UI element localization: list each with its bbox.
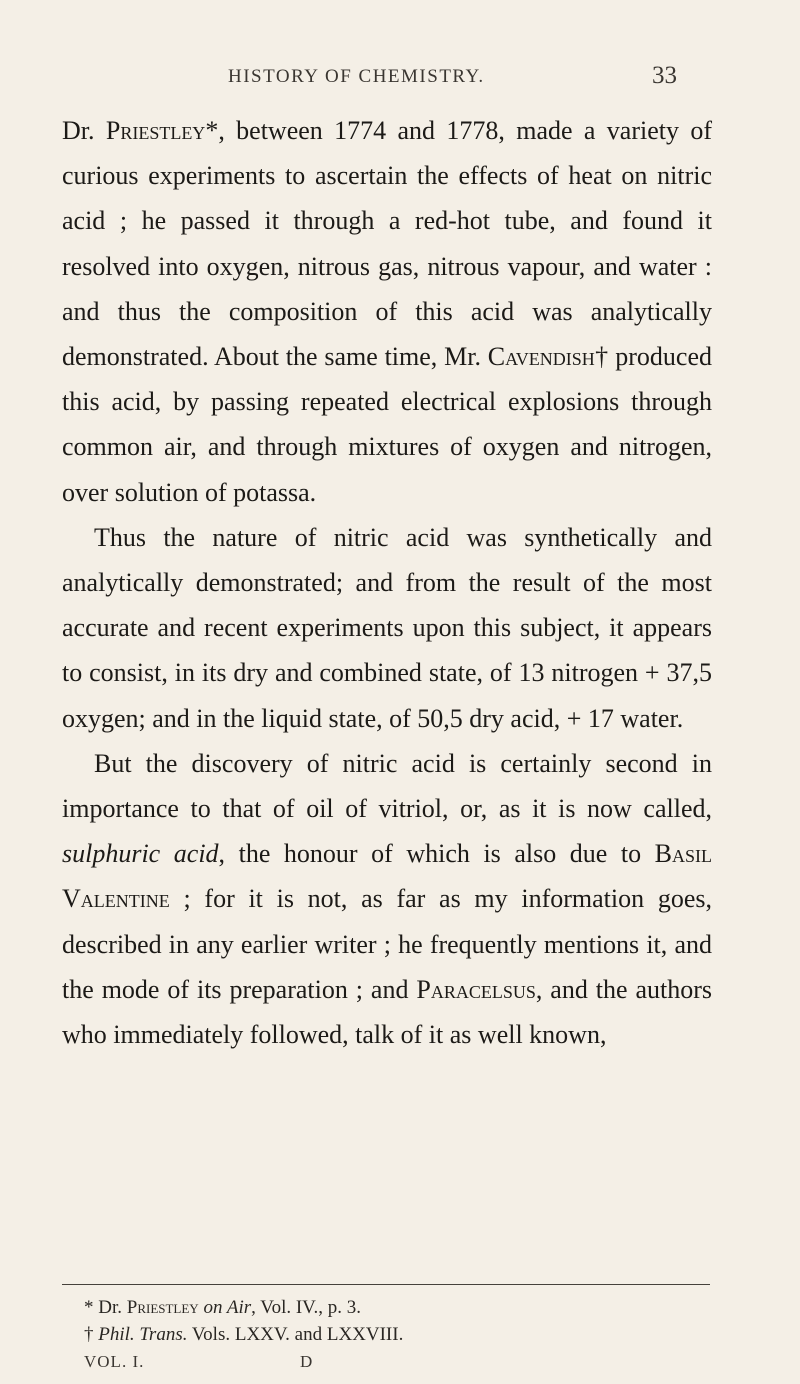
name-priestley: Priestley bbox=[105, 116, 206, 145]
page-number: 33 bbox=[652, 62, 677, 89]
fn2-text-a: † bbox=[84, 1324, 99, 1345]
running-title: HISTORY OF CHEMISTRY. bbox=[228, 66, 485, 87]
term-sulphuric-acid: sulphuric acid bbox=[62, 839, 219, 869]
fn1-title: on Air bbox=[198, 1297, 252, 1318]
p3-text-e: ; for it is not, as far as my information goes, described in any earlier writer ; he frequently mentions it, and the mode of its preparation ; and bbox=[62, 884, 712, 1004]
p3-text-c: , the honour of which is also due to bbox=[218, 839, 655, 869]
fn1-text-a: * Dr. bbox=[84, 1297, 127, 1318]
volume-mark: VOL. I. bbox=[84, 1352, 145, 1371]
footnote-2 bbox=[72, 1321, 712, 1348]
signature-letter: D bbox=[300, 1352, 314, 1371]
p3-text-g: , and the authors who immediately followed, talk of it as well known, bbox=[62, 974, 712, 1050]
footnote-divider bbox=[62, 1284, 710, 1285]
fn1-name-priestley: Priestley bbox=[126, 1297, 199, 1318]
footnotes bbox=[72, 1294, 712, 1348]
p1-text-a: Dr. bbox=[62, 116, 106, 145]
fn1-text-d: , Vol. IV., p. 3. bbox=[251, 1297, 361, 1318]
name-basil-valentine: Basil Valentine bbox=[62, 839, 712, 914]
paragraph-1 bbox=[62, 108, 712, 515]
name-paracelsus: Paracelsus bbox=[416, 974, 536, 1004]
name-cavendish: Cavendish bbox=[487, 342, 595, 372]
p3-text-a: But the discovery of nitric acid is certainly second in importance to that of oil of vitriol, or, as it is now called, bbox=[62, 748, 712, 824]
footnote-1 bbox=[72, 1294, 712, 1321]
fn2-title: Phil. Trans. bbox=[98, 1324, 188, 1345]
body-text bbox=[62, 108, 712, 1057]
fn2-text-c: Vols. LXXV. and LXXVIII. bbox=[187, 1324, 404, 1345]
running-header bbox=[0, 62, 800, 96]
paragraph-3 bbox=[62, 741, 712, 1057]
p1-text-c: *, between 1774 and 1778, made a variety of curious experiments to ascertain the effects of heat on nitric acid ; he passed it through a red-hot tube, and found it resolved into oxygen, nitrous gas, nitrous vapour, and water : and thus the composition of this acid was analytically demonstrated. About the same time, Mr. bbox=[62, 116, 712, 372]
p1-text-e: † produced this acid, by passing repeated electrical explosions through common air, and through mixtures of oxygen and nitrogen, over solution of potassa. bbox=[62, 342, 712, 507]
paragraph-2: Thus the nature of nitric acid was synthetically and analytically demonstrated; and from the result of the most accurate and recent experiments upon this subject, it appears to consist, in its dry and combined state, of 13 nitrogen + 37,5 oxygen; and in the liquid state, of 50,5 dry acid, + 17 water. bbox=[62, 522, 712, 733]
